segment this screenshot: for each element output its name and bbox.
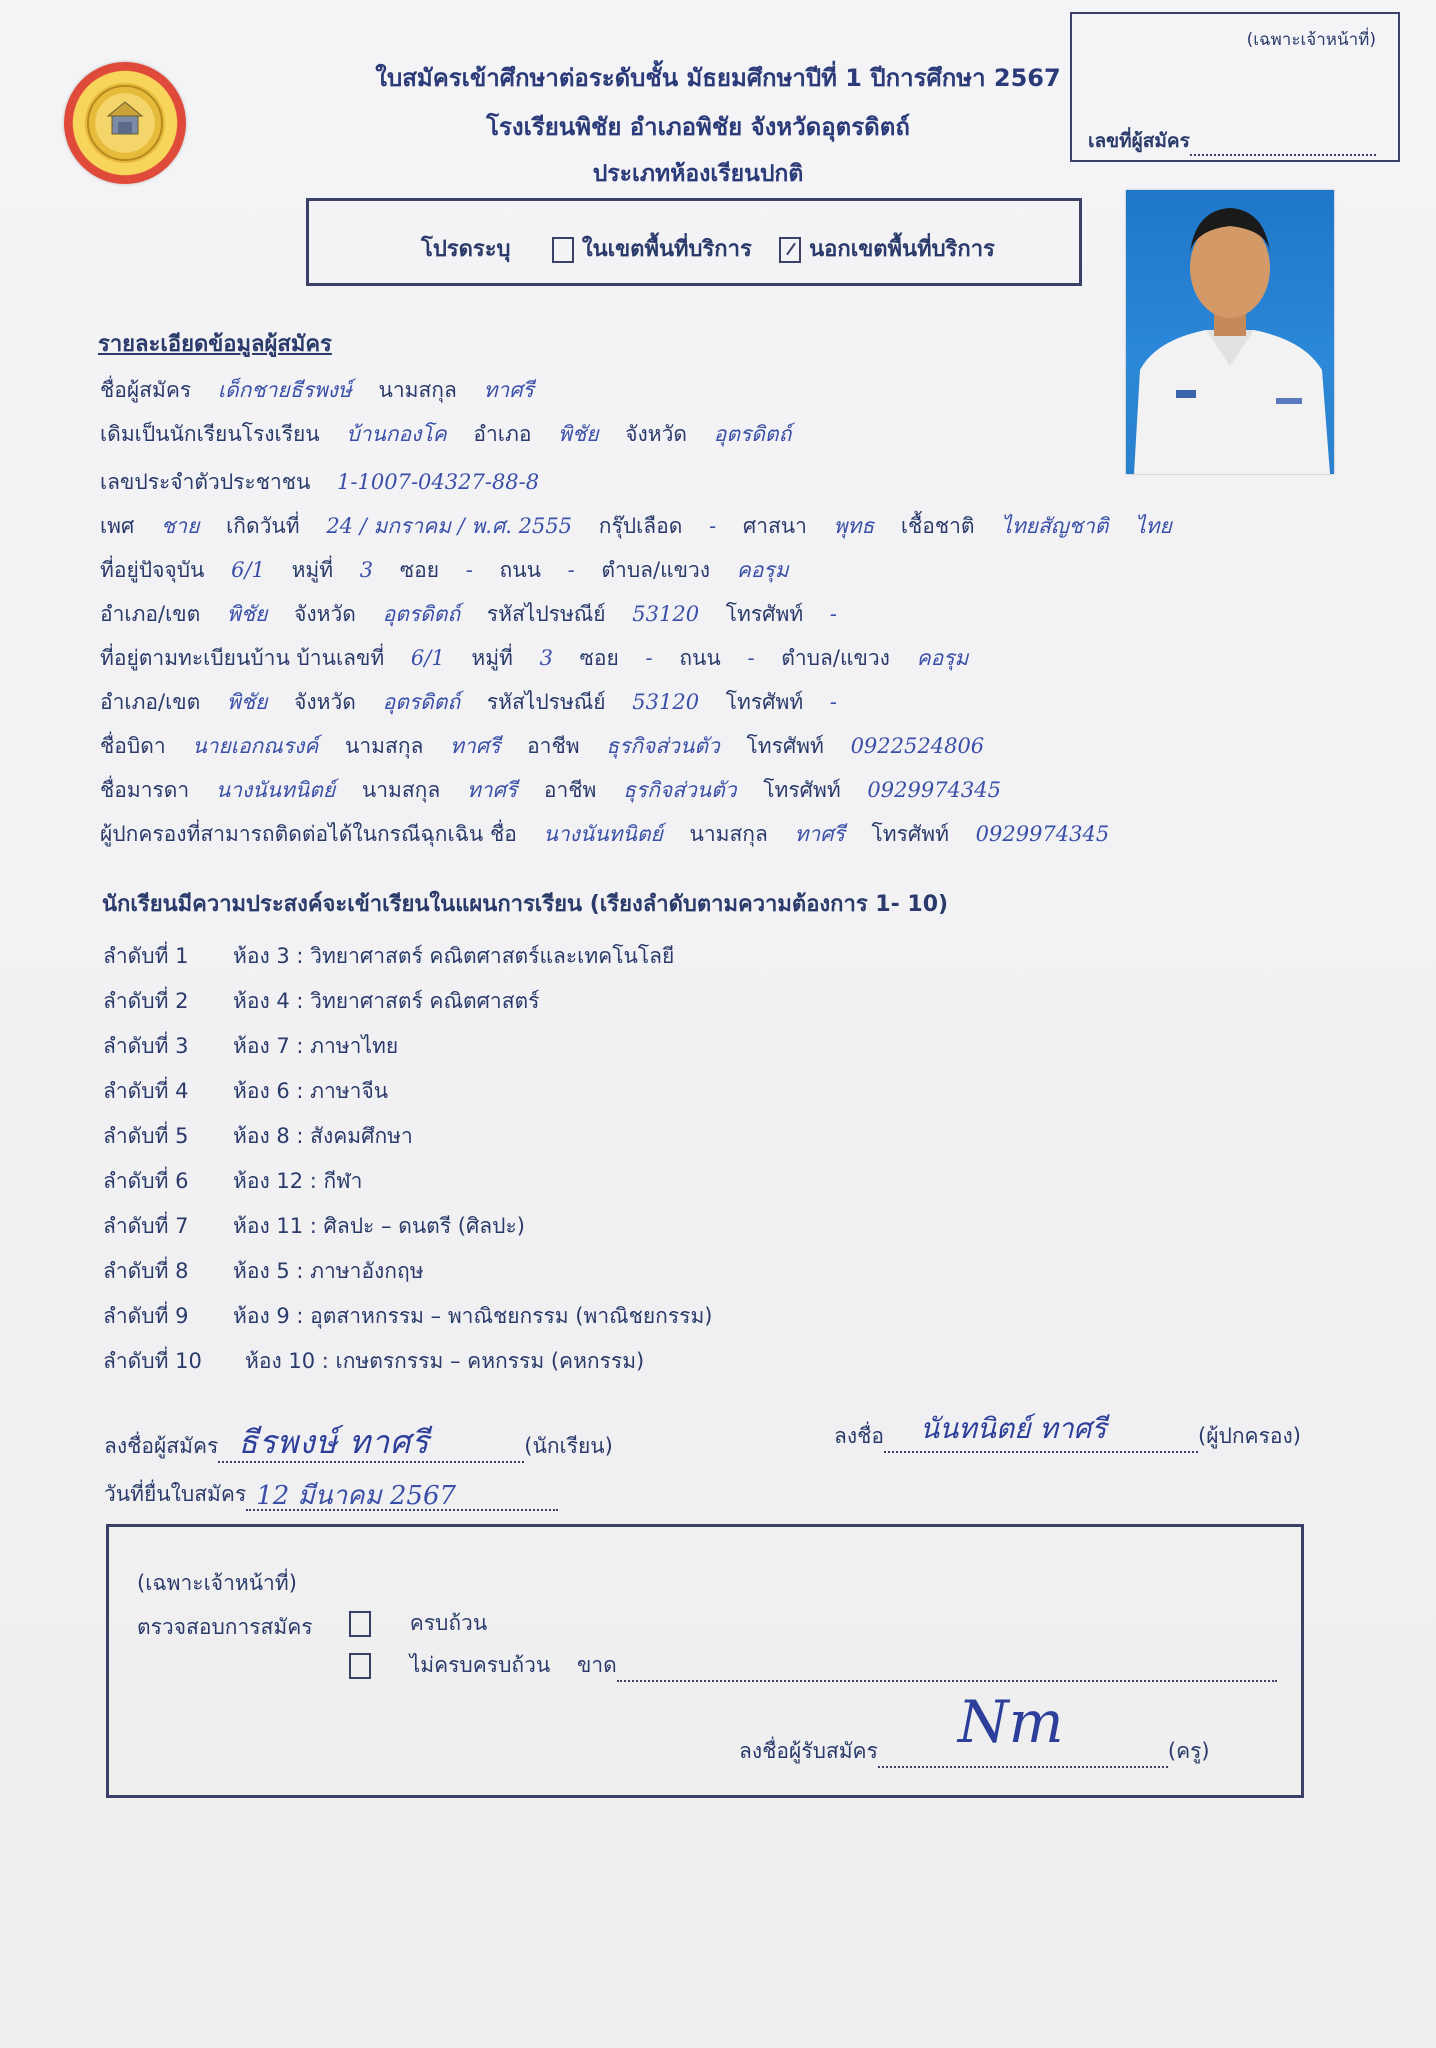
current-soi[interactable]: - <box>465 558 473 582</box>
plan-rank: ลำดับที่ 6 <box>103 1169 189 1193</box>
blood-value[interactable]: - <box>709 514 717 538</box>
plan-rank: ลำดับที่ 1 <box>103 944 189 968</box>
birth-label: เกิดวันที่ <box>226 514 300 538</box>
out-area-label: นอกเขตพื้นที่บริการ <box>809 237 995 262</box>
moo-label: หมู่ที่ <box>291 558 334 582</box>
previous-school-row <box>100 418 811 451</box>
plan-room: ห้อง 10 : เกษตรกรรม – คหกรรม (คหกรรม) <box>245 1349 645 1373</box>
reg-phone-label: โทรศัพท์ <box>725 690 804 714</box>
plan-item[interactable] <box>103 1075 388 1108</box>
receiver-role: (ครู) <box>1167 1739 1210 1763</box>
reg-zip-label: รหัสไปรษณีย์ <box>486 690 606 714</box>
religion-value[interactable]: พุทธ <box>833 514 875 538</box>
citizen-id[interactable]: 1-1007-04327-88-8 <box>337 470 540 494</box>
incomplete-checkbox[interactable] <box>349 1653 371 1679</box>
mother-occupation[interactable]: ธุรกิจส่วนตัว <box>623 778 737 802</box>
plan-rank: ลำดับที่ 7 <box>103 1214 189 1238</box>
guardian-surname-label: นามสกุล <box>689 822 768 846</box>
applicant-photo <box>1126 190 1334 474</box>
mother-name[interactable]: นางนันทนิตย์ <box>215 778 336 802</box>
registered-road[interactable]: - <box>747 646 755 670</box>
plan-room: ห้อง 8 : สังคมศึกษา <box>233 1124 413 1148</box>
guardian-row <box>100 818 1129 851</box>
mother-row <box>100 774 1021 807</box>
staff-use-label: (เฉพาะเจ้าหน้าที่) <box>137 1571 297 1595</box>
registered-house-no[interactable]: 6/1 <box>410 646 445 670</box>
prev-school-label: เดิมเป็นนักเรียนโรงเรียน <box>100 422 320 446</box>
reg-moo-label: หมู่ที่ <box>471 646 513 670</box>
registered-moo[interactable]: 3 <box>539 646 553 670</box>
plan-room: ห้อง 7 : ภาษาไทย <box>233 1034 399 1058</box>
parent-signature: นันทนิตย์ ทาศรี <box>920 1412 1107 1445</box>
father-surname[interactable]: ทาศรี <box>450 734 501 758</box>
missing-label: ขาด <box>576 1653 617 1677</box>
personal-info-row <box>100 510 1192 543</box>
race-nationality-label[interactable]: ไทยสัญชาติ <box>1001 514 1109 538</box>
current-district-row <box>100 598 857 631</box>
zip-label: รหัสไปรษณีย์ <box>486 602 606 626</box>
plan-rank: ลำดับที่ 10 <box>103 1349 202 1373</box>
mother-phone-label: โทรศัพท์ <box>763 778 841 802</box>
plan-item[interactable] <box>103 1300 712 1333</box>
student-portrait-image <box>1126 190 1334 474</box>
registered-soi[interactable]: - <box>645 646 653 670</box>
prev-school[interactable]: บ้านกองโค <box>346 422 447 446</box>
missing-field[interactable] <box>617 1662 1277 1682</box>
class-type: ประเภทห้องเรียนปกติ <box>592 161 804 187</box>
mother-phone[interactable]: 0929974345 <box>867 778 1001 802</box>
province-label: จังหวัด <box>294 602 356 626</box>
registered-zip[interactable]: 53120 <box>632 690 700 714</box>
reg-road-label: ถนน <box>679 646 721 670</box>
plan-rank: ลำดับที่ 8 <box>103 1259 189 1283</box>
phone-label: โทรศัพท์ <box>725 602 804 626</box>
birth-date[interactable]: 24 / มกราคม / พ.ศ. 2555 <box>326 514 573 538</box>
reg-subdistrict-label: ตำบล/แขวง <box>781 646 890 670</box>
mother-surname-label: นามสกุล <box>361 778 441 802</box>
application-date-field[interactable] <box>104 1478 558 1511</box>
office-use-label: (เฉพาะเจ้าหน้าที่) <box>1246 30 1376 50</box>
current-district[interactable]: พิชัย <box>226 602 268 626</box>
plan-room: ห้อง 3 : วิทยาศาสตร์ คณิตศาสตร์และเทคโนโลยี <box>233 944 675 968</box>
guardian-phone[interactable]: 0929974345 <box>975 822 1110 846</box>
mother-label: ชื่อมารดา <box>100 778 190 802</box>
mother-occupation-label: อาชีพ <box>543 778 597 802</box>
father-phone[interactable]: 0922524806 <box>850 734 985 758</box>
blood-label: กรุ๊ปเลือด <box>598 514 683 538</box>
father-phone-label: โทรศัพท์ <box>746 734 824 758</box>
prev-province-label: จังหวัด <box>625 422 688 446</box>
registered-phone[interactable]: - <box>829 690 837 714</box>
sex-value[interactable]: ชาย <box>161 514 200 538</box>
subdistrict-label: ตำบล/แขวง <box>601 558 711 582</box>
citizen-id-row <box>100 466 559 499</box>
plan-item[interactable] <box>103 940 674 973</box>
plan-room: ห้อง 9 : อุตสาหกรรม – พาณิชยกรรม (พาณิชยกรรม) <box>233 1304 713 1328</box>
in-area-label: ในเขตพื้นที่บริการ <box>581 237 752 262</box>
section-title: รายละเอียดข้อมูลผู้สมัคร <box>98 332 332 357</box>
applicant-name[interactable]: เด็กชายธีรพงษ์ <box>217 378 352 402</box>
incomplete-label: ไม่ครบครบถ้วน <box>409 1653 551 1677</box>
office-use-box <box>1070 12 1400 162</box>
plan-item[interactable] <box>103 1345 644 1378</box>
reg-soi-label: ซอย <box>579 646 619 670</box>
parent-role: (ผู้ปกครอง) <box>1198 1424 1301 1448</box>
plan-room: ห้อง 4 : วิทยาศาสตร์ คณิตศาสตร์ <box>233 989 540 1013</box>
area-select-prompt <box>421 231 995 266</box>
guardian-name[interactable]: นางนันทนิตย์ <box>543 822 663 846</box>
prev-district[interactable]: พิชัย <box>558 422 599 446</box>
current-road[interactable]: - <box>567 558 575 582</box>
nationality-value[interactable]: ไทย <box>1135 514 1172 538</box>
registered-subdistrict[interactable]: คอรุม <box>916 646 969 670</box>
current-zip[interactable]: 53120 <box>632 602 700 626</box>
current-subdistrict[interactable]: คอรุม <box>736 558 789 582</box>
father-occupation-label: อาชีพ <box>527 734 580 758</box>
area-selection-box <box>306 198 1082 286</box>
receiver-signature: Nm <box>957 1688 1064 1756</box>
applicant-signature: ธีรพงษ์ ทาศรี <box>238 1423 430 1461</box>
parent-signature-field[interactable] <box>834 1412 1301 1453</box>
staff-use-box <box>106 1524 1304 1798</box>
prev-province[interactable]: อุตรดิตถ์ <box>713 422 792 446</box>
citizen-id-label: เลขประจำตัวประชาชน <box>100 470 311 494</box>
parent-sign-label: ลงชื่อ <box>834 1424 884 1448</box>
district-label: อำเภอ/เขต <box>100 602 201 626</box>
check-application-label: ตรวจสอบการสมัคร <box>137 1615 313 1639</box>
father-occupation[interactable]: ธุรกิจส่วนตัว <box>606 734 720 758</box>
current-address-label: ที่อยู่ปัจจุบัน <box>100 558 205 582</box>
current-province[interactable]: อุตรดิตถ์ <box>382 602 461 626</box>
plan-room: ห้อง 12 : กีฬา <box>233 1169 363 1193</box>
current-address-row <box>100 554 809 587</box>
date-label: วันที่ยื่นใบสมัคร <box>104 1482 247 1506</box>
road-label: ถนน <box>499 558 541 582</box>
applicant-sign-label: ลงชื่อผู้สมัคร <box>104 1434 219 1458</box>
guardian-phone-label: โทรศัพท์ <box>871 822 949 846</box>
soi-label: ซอย <box>399 558 440 582</box>
religion-label: ศาสนา <box>742 514 807 538</box>
area-label: โปรดระบุ <box>421 237 511 262</box>
father-row <box>100 730 1004 763</box>
surname-label: นามสกุล <box>378 378 457 402</box>
incomplete-option[interactable] <box>349 1649 1277 1682</box>
plan-room: ห้อง 11 : ศิลปะ – ดนตรี (ศิลปะ) <box>233 1214 525 1238</box>
registered-district[interactable]: พิชัย <box>226 690 268 714</box>
plan-item[interactable] <box>103 1210 525 1243</box>
plan-item[interactable] <box>103 1255 424 1288</box>
sex-label: เพศ <box>100 514 135 538</box>
plan-rank: ลำดับที่ 2 <box>103 989 189 1013</box>
receiver-sign-label: ลงชื่อผู้รับสมัคร <box>739 1739 878 1763</box>
applicant-surname[interactable]: ทาศรี <box>483 378 534 402</box>
reg-province-label: จังหวัด <box>294 690 356 714</box>
applicant-role: (นักเรียน) <box>524 1434 613 1458</box>
registered-district-row <box>100 686 857 719</box>
guardian-surname[interactable]: ทาศรี <box>794 822 845 846</box>
current-house-no[interactable]: 6/1 <box>231 558 265 582</box>
plan-rank: ลำดับที่ 5 <box>103 1124 189 1148</box>
prev-district-label: อำเภอ <box>473 422 532 446</box>
applicant-no-field[interactable] <box>1088 126 1376 156</box>
father-name[interactable]: นายเอกณรงค์ <box>192 734 319 758</box>
registered-province[interactable]: อุตรดิตถ์ <box>382 690 461 714</box>
current-moo[interactable]: 3 <box>359 558 374 582</box>
race-label: เชื้อชาติ <box>900 514 975 538</box>
applicant-name-row <box>100 374 554 407</box>
reg-district-label: อำเภอ/เขต <box>100 690 201 714</box>
application-date: 12 มีนาคม 2567 <box>256 1481 457 1511</box>
out-area-checkbox[interactable] <box>779 237 801 263</box>
plan-room: ห้อง 6 : ภาษาจีน <box>233 1079 389 1103</box>
father-label: ชื่อบิดา <box>100 734 166 758</box>
plan-rank: ลำดับที่ 9 <box>103 1304 189 1328</box>
registered-address-label: ที่อยู่ตามทะเบียนบ้าน บ้านเลขที่ <box>100 646 385 670</box>
plan-item[interactable] <box>103 1165 362 1198</box>
applicant-no-label: เลขที่ผู้สมัคร <box>1088 130 1190 152</box>
applicant-signature-field[interactable] <box>104 1423 613 1463</box>
plan-room: ห้อง 5 : ภาษาอังกฤษ <box>233 1259 424 1283</box>
plan-rank: ลำดับที่ 3 <box>103 1034 189 1058</box>
receiver-signature-field[interactable] <box>739 1688 1210 1768</box>
guardian-label: ผู้ปกครองที่สามารถติดต่อได้ในกรณีฉุกเฉิน ชื่อ <box>100 822 517 846</box>
registered-address-row <box>100 642 988 675</box>
complete-label: ครบถ้วน <box>409 1611 488 1635</box>
plan-item[interactable] <box>103 1030 398 1063</box>
form-title: ใบสมัครเข้าศึกษาต่อระดับชั้น มัธยมศึกษาปีที่ 1 ปีการศึกษา 2567 <box>375 64 1061 92</box>
plan-rank: ลำดับที่ 4 <box>103 1079 189 1103</box>
in-area-checkbox[interactable] <box>552 237 574 263</box>
current-phone[interactable]: - <box>829 602 837 626</box>
plan-item[interactable] <box>103 985 539 1018</box>
school-name: โรงเรียนพิชัย อำเภอพิชัย จังหวัดอุตรดิตถ์ <box>486 113 910 141</box>
study-plan-title: นักเรียนมีความประสงค์จะเข้าเรียนในแผนการเรียน (เรียงลำดับตามความต้องการ 1- 10) <box>102 892 949 917</box>
complete-option[interactable] <box>349 1607 487 1640</box>
mother-surname[interactable]: ทาศรี <box>466 778 518 802</box>
father-surname-label: นามสกุล <box>345 734 424 758</box>
name-label: ชื่อผู้สมัคร <box>100 378 192 402</box>
plan-item[interactable] <box>103 1120 413 1153</box>
complete-checkbox[interactable] <box>349 1611 371 1637</box>
